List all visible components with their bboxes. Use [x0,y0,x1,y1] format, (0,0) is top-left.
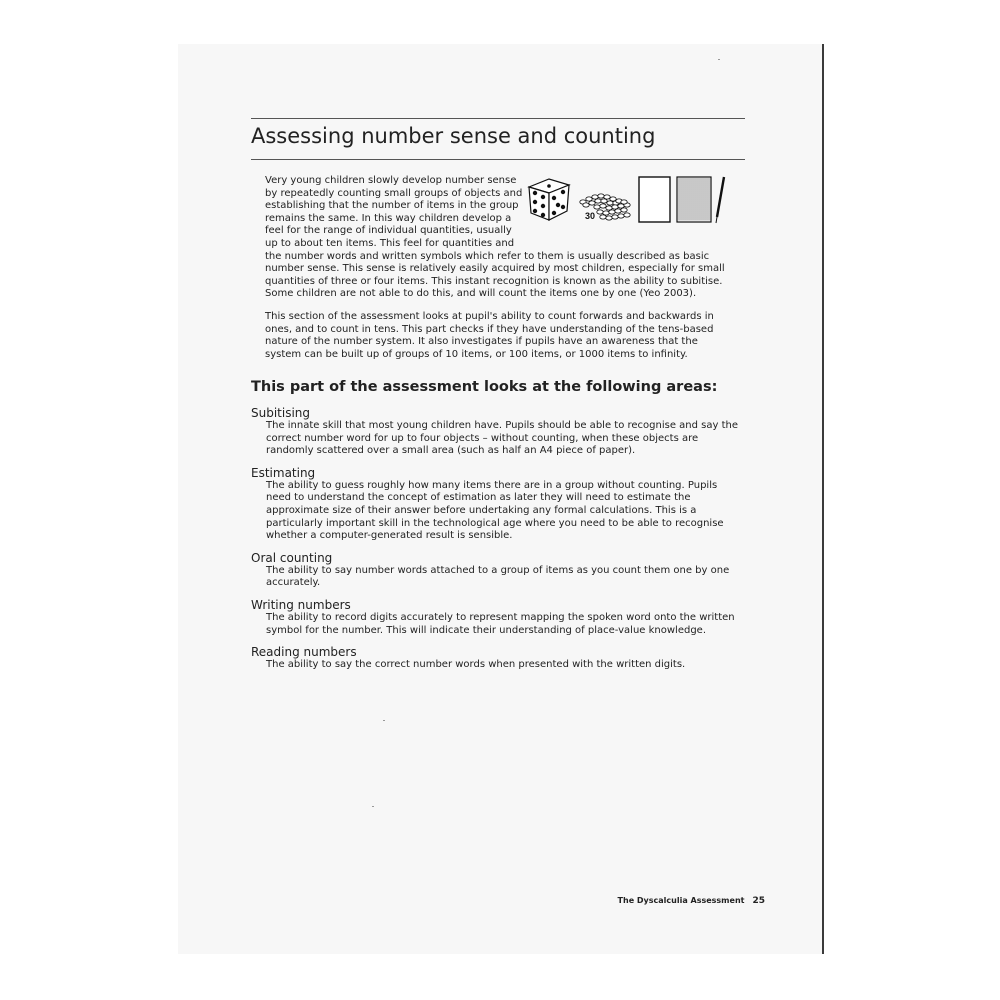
area-description: The ability to guess roughly how many items there are in a group without counting. Pupils need to understand the concept of estimation as later they will need to estimate the approximate size of their answer before undertaking any formal calculations. This is a particularly important skill in the technological age where you need to be able to recognise whether a computer-generated result is sensible. [266,479,724,542]
area-subitising [251,406,741,458]
scan-speck [718,59,720,60]
area-heading: Writing numbers [251,597,351,612]
document-page [178,44,824,954]
area-writing-numbers [251,598,741,637]
area-heading: Reading numbers [251,645,357,660]
counting-materials-illustration [527,175,727,240]
areas-heading: This part of the assessment looks at the following areas: [251,379,718,395]
scan-speck [383,720,385,721]
dice-icon [529,179,569,220]
area-oral-counting [251,551,741,590]
page-title: Assessing number sense and counting [251,124,656,148]
area-reading-numbers [251,645,741,672]
intro-paragraph-2: This section of the assessment looks at pupil's ability to count forwards and backwards in ones, and to count in tens. This part checks if they have understanding of the tens-based nature of the number system. It also investigates if pupils have an awareness that the system can be built up of groups of 10 items, or 100 items, or 1000 items to infinity. [265,310,714,360]
page-footer [618,896,765,906]
area-heading: Oral counting [251,550,333,565]
pencil-icon [716,177,724,223]
squared-paper-icon [677,177,711,222]
counters-label: 30 [585,211,596,221]
area-description: The ability to record digits accurately to represent mapping the spoken word onto the written symbol for the number. This will indicate their understanding of place-value knowledge. [266,611,735,636]
area-heading: Estimating [251,465,316,480]
area-estimating [251,466,741,543]
scan-speck [372,806,374,807]
area-description: The ability to say number words attached to a group of items as you count them one by one accurately. [266,564,730,589]
area-description: The innate skill that most young children have. Pupils should be able to recognise and say the correct number word for up to four objects – without counting, when these objects are randomly scattered over a small area (such as half an A4 piece of paper). [266,420,738,457]
title-rule-top [251,118,745,119]
area-heading: Subitising [251,406,311,420]
paper-icon [639,177,670,222]
footer-title: The Dyscalculia Assessment [617,896,745,905]
areas-list [251,406,741,680]
page-number: 25 [752,896,765,906]
intro-section [265,175,727,371]
area-description: The ability to say the correct number words when presented with the written digits. [266,659,686,671]
title-rule-bottom [251,159,745,160]
intro-paragraph-1: Very young children slowly develop number sense by repeatedly counting small groups of objects and establishing that the number of items in the group remains the same. In this way children develop a feel for the range of individual quantities, usually up to about ten items. This feel for quantities and the number words and written symbols which refer to them is usually described as basic number sense. This sense is relatively easily acquired by most children, especially for small quantities of three or four items. This instant recognition is known as the ability to subitise. Some children are not able to do this, and will count the items one by one (Yeo 2003). [265,175,725,300]
